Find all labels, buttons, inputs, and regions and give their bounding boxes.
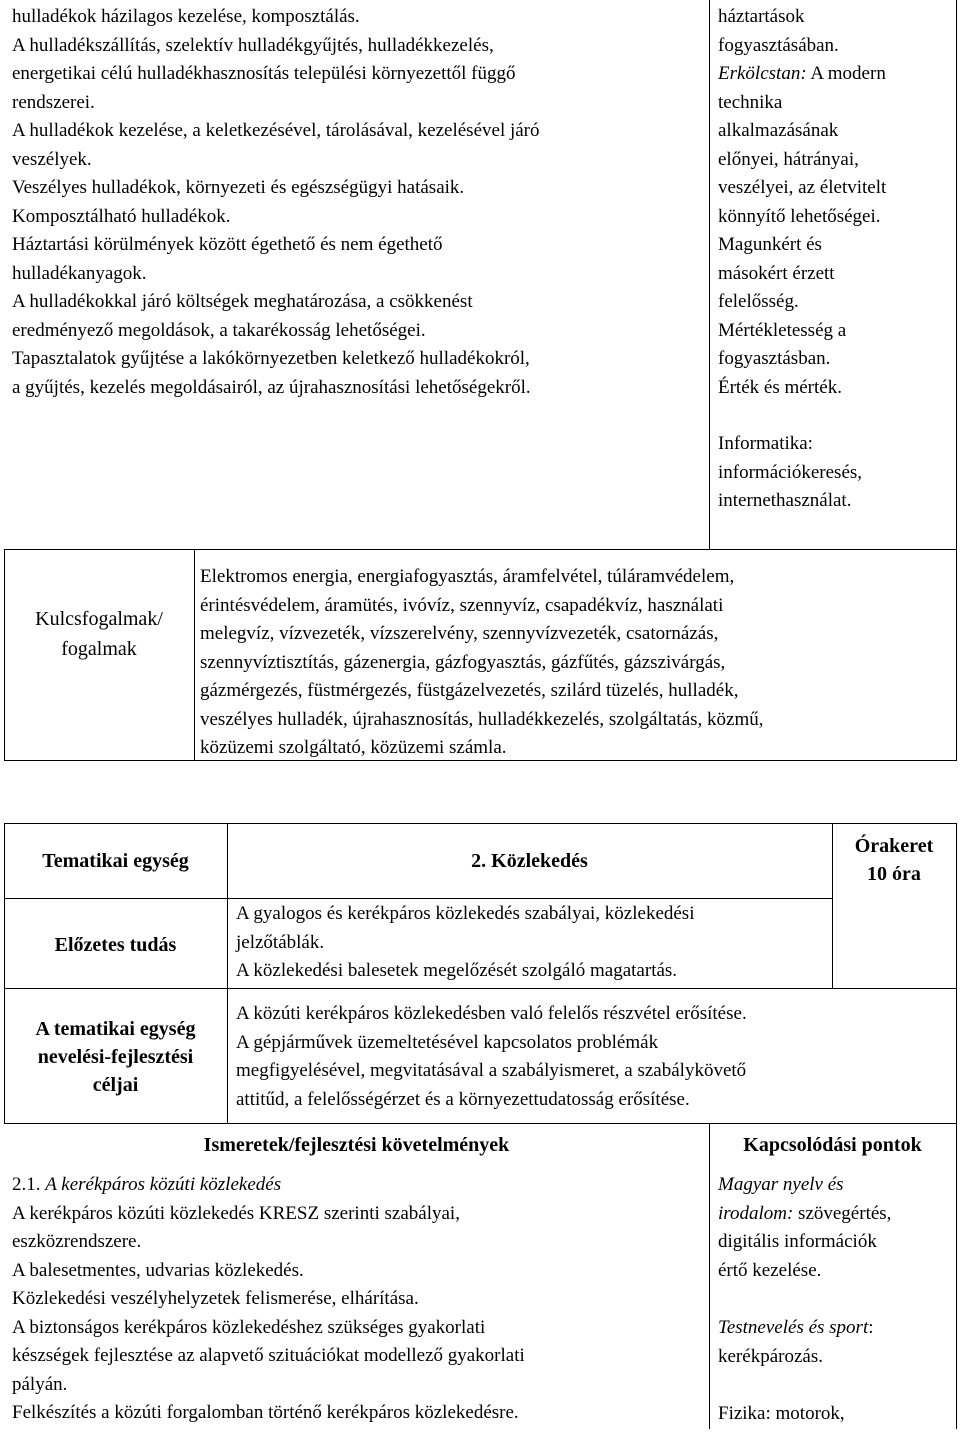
goals-line: megfigyelésével, megvitatásával a szabályismeret, a szabálykövető [236,1060,747,1081]
goals-line: attitűd, a felelősségérzet és a környezettudatosság erősítése. [236,1088,690,1110]
connection-line: technika [718,91,783,113]
spacer [718,402,956,430]
key-concepts-label-line: Kulcsfogalmak/ [35,608,163,630]
requirement-line: Felkészítés a közúti forgalomban történő kerékpáros közlekedésre. [12,1402,519,1423]
connections-header: Kapcsolódási pontok [743,1134,922,1156]
key-concepts-text [200,563,952,763]
connection-line: háztartások [718,6,805,27]
goals-text [236,1000,954,1114]
prior-line: jelzőtáblák. [236,931,325,953]
spacer [718,1285,956,1314]
literature-label: Magyar nyelv és [718,1174,844,1195]
content-line: veszélyek. [12,148,92,170]
content-line: Veszélyes hulladékok, környezeti és egészségügyi hatásaik. [12,177,465,198]
column-divider [709,0,710,549]
connection-line: fogyasztásában. [718,34,839,56]
table-border-right [956,823,957,1429]
connection-line: fogyasztásban. [718,348,831,369]
content-line: Komposztálható hulladékok. [12,205,231,227]
section-number: 2.1. [12,1174,46,1195]
table-border-right [956,0,957,761]
spacer [718,1371,956,1400]
content-line: a gyűjtés, kezelés megoldásairól, az újrahasznosítási lehetőségekről. [12,376,531,398]
key-concepts-label [4,604,194,664]
row-divider [4,988,957,989]
section-heading [12,1171,707,1200]
connection-line: Érték és mérték. [718,376,842,398]
prior-line: A gyalogos és kerékpáros közlekedés szabályai, közlekedési [236,903,695,924]
prior-knowledge-label: Előzetes tudás [54,934,177,956]
content-line: eredményező megoldások, a takarékosság lehetőségei. [12,319,426,341]
goals-label-line: A tematikai egység [35,1018,196,1040]
key-concept-line: gázmérgezés, füstmérgezés, füstgázelvezetés, szilárd tüzelés, hulladék, [200,680,739,701]
connection-line: előnyei, hátrányai, [718,148,859,170]
continuation-table [4,0,957,761]
requirement-line: A kerékpáros közúti közlekedés KRESZ szerinti szabályai, [12,1202,460,1224]
key-concepts-divider [194,549,195,761]
key-concept-line: veszélyes hulladék, újrahasznosítás, hulladékkezelés, szolgáltatás, közmű, [200,708,764,730]
literature-line [718,1200,956,1229]
hours-label: Órakeret [854,835,934,857]
requirement-line: pályán. [12,1373,68,1395]
content-cell [12,3,707,402]
goals-label [4,1015,227,1099]
unit-label: Tematikai egység [42,850,189,872]
content-line: Háztartási körülmények között égethető és nem égethető [12,234,443,255]
prior-knowledge-text [236,900,832,986]
connection-line: Magunkért és [718,234,822,255]
connections-column-divider [709,1123,710,1429]
physics-line [718,1400,956,1429]
connection-line: digitális információk [718,1231,877,1252]
requirements-text [12,1171,707,1428]
content-line: hulladékanyagok. [12,262,147,284]
connection-line: felelősség. [718,291,799,312]
ethics-label: Erkölcstan: [718,63,807,84]
requirement-line: Közlekedési veszélyhelyzetek felismerése, elhárítása. [12,1288,419,1309]
hours-box [832,832,956,888]
content-line: A hulladékok kezelése, a keletkezésével, tárolásával, kezelésével járó [12,120,540,141]
prior-line: A közlekedési balesetek megelőzését szolgáló magatartás. [236,960,678,981]
key-concept-line: melegvíz, vízvezeték, vízszerelvény, szennyvízvezeték, csatornázás, [200,623,719,644]
row-divider [4,898,832,899]
key-concepts-label-line: fogalmak [61,638,137,660]
connection-line: internethasználat. [718,490,852,511]
goals-line: A gépjárművek üzemeltetésével kapcsolatos problémák [236,1031,659,1053]
goals-label-line: céljai [92,1074,139,1096]
pe-line [718,1314,956,1343]
connection-line: kerékpározás. [718,1345,823,1367]
content-line: Tapasztalatok gyűjtése a lakókörnyezetben keletkező hulladékokról, [12,348,530,369]
requirements-header: Ismeretek/fejlesztési követelmények [203,1134,510,1156]
requirement-line: A balesetmentes, udvarias közlekedés. [12,1259,304,1281]
ethics-text: A modern [806,63,886,84]
connections-text [718,1171,956,1429]
pe-label: Testnevelés és sport [718,1317,869,1338]
row-divider [4,549,957,550]
goals-label-line: nevelési-fejlesztési [37,1046,194,1068]
connection-line: alkalmazásának [718,120,839,141]
table-border-top [4,823,957,824]
literature-label-2: irodalom: [718,1202,794,1224]
connection-line: veszélyei, az életvitelt [718,177,887,198]
content-line: rendszerei. [12,91,95,113]
content-line: A hulladékszállítás, szelektív hulladékgyűjtés, hulladékkezelés, [12,34,494,56]
requirement-line: eszközrendszere. [12,1231,142,1252]
row-divider [4,1123,957,1124]
key-concept-line: Elektromos energia, energiafogyasztás, áramfelvétel, túláramvédelem, [200,566,735,587]
connection-line: értő kezelése. [718,1259,822,1281]
requirement-line: A biztonságos kerékpáros közlekedéshez szükséges gyakorlati [12,1316,486,1338]
connection-line: információkeresés, [718,461,863,483]
hours-value: 10 óra [867,863,921,885]
unit-table [4,823,957,1429]
goals-line: A közúti kerékpáros közlekedésben való felelős részvétel erősítése. [236,1003,747,1024]
key-concept-line: szennyvíztisztítás, gázenergia, gázfogyasztás, gázfűtés, gázszivárgás, [200,651,726,673]
ethics-line [718,60,956,89]
connection-line: könnyítő lehetőségei. [718,205,881,227]
content-line: A hulladékokkal járó költségek meghatározása, a csökkenést [12,291,473,312]
pe-colon: : [868,1317,874,1338]
physics-label: Fizika: [718,1403,771,1424]
unit-title: 2. Közlekedés [471,850,588,872]
connections-cell [718,3,956,516]
literature-text: szövegértés, [793,1202,892,1224]
content-line: hulladékok házilagos kezelése, komposztálás. [12,6,360,27]
content-line: energetikai célú hulladékhasznosítás települési környezettől függő [12,63,516,84]
connection-line: Mértékletesség a [718,319,847,341]
connection-line: Informatika: [718,433,813,454]
requirement-line: készségek fejlesztése az alapvető szituációkat modellező gyakorlati [12,1345,525,1366]
key-concept-line: érintésvédelem, áramütés, ivóvíz, szennyvíz, csapadékvíz, használati [200,594,724,616]
connection-line: másokért érzett [718,262,835,284]
key-concept-line: közüzemi szolgáltató, közüzemi számla. [200,737,507,758]
section-title: A kerékpáros közúti közlekedés [45,1174,282,1195]
physics-text: motorok, [770,1403,845,1424]
